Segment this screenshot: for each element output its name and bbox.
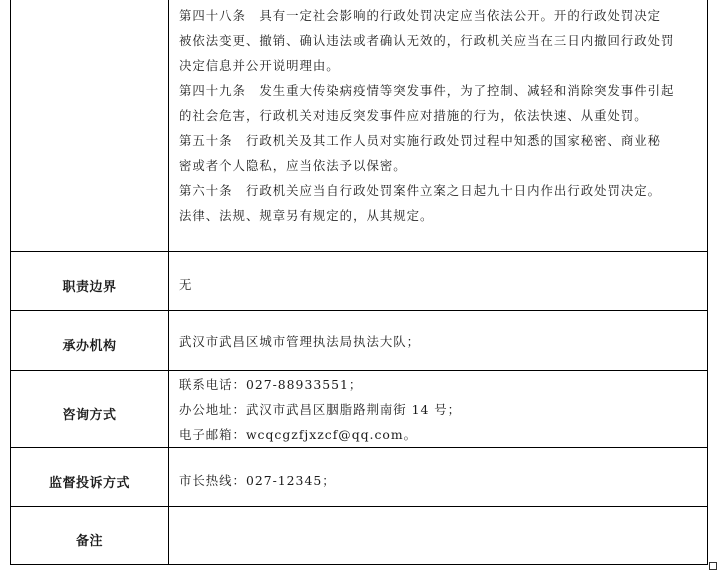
handling-agency-value — [169, 311, 708, 371]
law-paragraph-49 — [179, 78, 699, 128]
duty-boundary-row — [11, 252, 708, 311]
law-text-line: 被依法变更、撤销、确认违法或者确认无效的，行政机关应当在三日内撤回行政处罚 — [179, 33, 675, 48]
law-text-line: 第四十九条 发生重大传染病疫情等突发事件，为了控制、减轻和消除突发事件引起 — [179, 83, 675, 98]
law-text-line: 密或者个人隐私，应当依法予以保密。 — [179, 158, 407, 173]
law-text-line: 的社会危害，行政机关对违反突发事件应对措施的行为，依法快速、从重处罚。 — [179, 108, 648, 123]
law-paragraph-60 — [179, 178, 699, 228]
handling-agency-row — [11, 311, 708, 371]
law-row — [11, 0, 708, 252]
email-text: 电子邮箱：wcqcgzfjxzcf@qq.com。 — [179, 427, 418, 442]
duty-boundary-value — [169, 252, 708, 311]
responsibility-table — [10, 0, 708, 565]
contact-phone-text: 联系电话：027-88933551； — [179, 377, 363, 392]
office-address-text: 办公地址：武汉市武昌区胭脂路荆南街 14 号； — [179, 402, 462, 417]
law-text-line: 第四十八条 具有一定社会影响的行政处罚决定应当依法公开。开的行政处罚决定 — [179, 8, 662, 23]
complaint-value — [169, 448, 708, 507]
law-label-cell — [11, 0, 169, 252]
consultation-value — [169, 371, 708, 448]
handling-agency-label: 承办机构 — [11, 311, 169, 371]
remarks-row — [11, 507, 708, 565]
consultation-row — [11, 371, 708, 448]
duty-boundary-label: 职责边界 — [11, 252, 169, 311]
law-text-line: 第五十条 行政机关及其工作人员对实施行政处罚过程中知悉的国家秘密、商业秘 — [179, 133, 662, 148]
mayor-hotline-text: 市长热线：027-12345； — [179, 473, 336, 488]
remarks-label: 备注 — [11, 507, 169, 565]
handling-agency-text: 武汉市武昌区城市管理执法局执法大队； — [179, 334, 421, 349]
complaint-label: 监督投诉方式 — [11, 448, 169, 507]
remarks-value — [169, 507, 708, 565]
law-paragraph-48 — [179, 3, 699, 78]
law-text-line: 第六十条 行政机关应当自行政处罚案件立案之日起九十日内作出行政处罚决定。 — [179, 183, 662, 198]
complaint-row — [11, 448, 708, 507]
law-paragraph-50 — [179, 128, 699, 178]
law-text-line: 决定信息并公开说明理由。 — [179, 58, 340, 73]
consultation-label: 咨询方式 — [11, 371, 169, 448]
law-content-cell — [169, 0, 708, 252]
table-resize-handle[interactable] — [709, 562, 717, 570]
law-text-line: 法律、法规、规章另有规定的，从其规定。 — [179, 208, 434, 223]
duty-boundary-text: 无 — [179, 277, 193, 292]
